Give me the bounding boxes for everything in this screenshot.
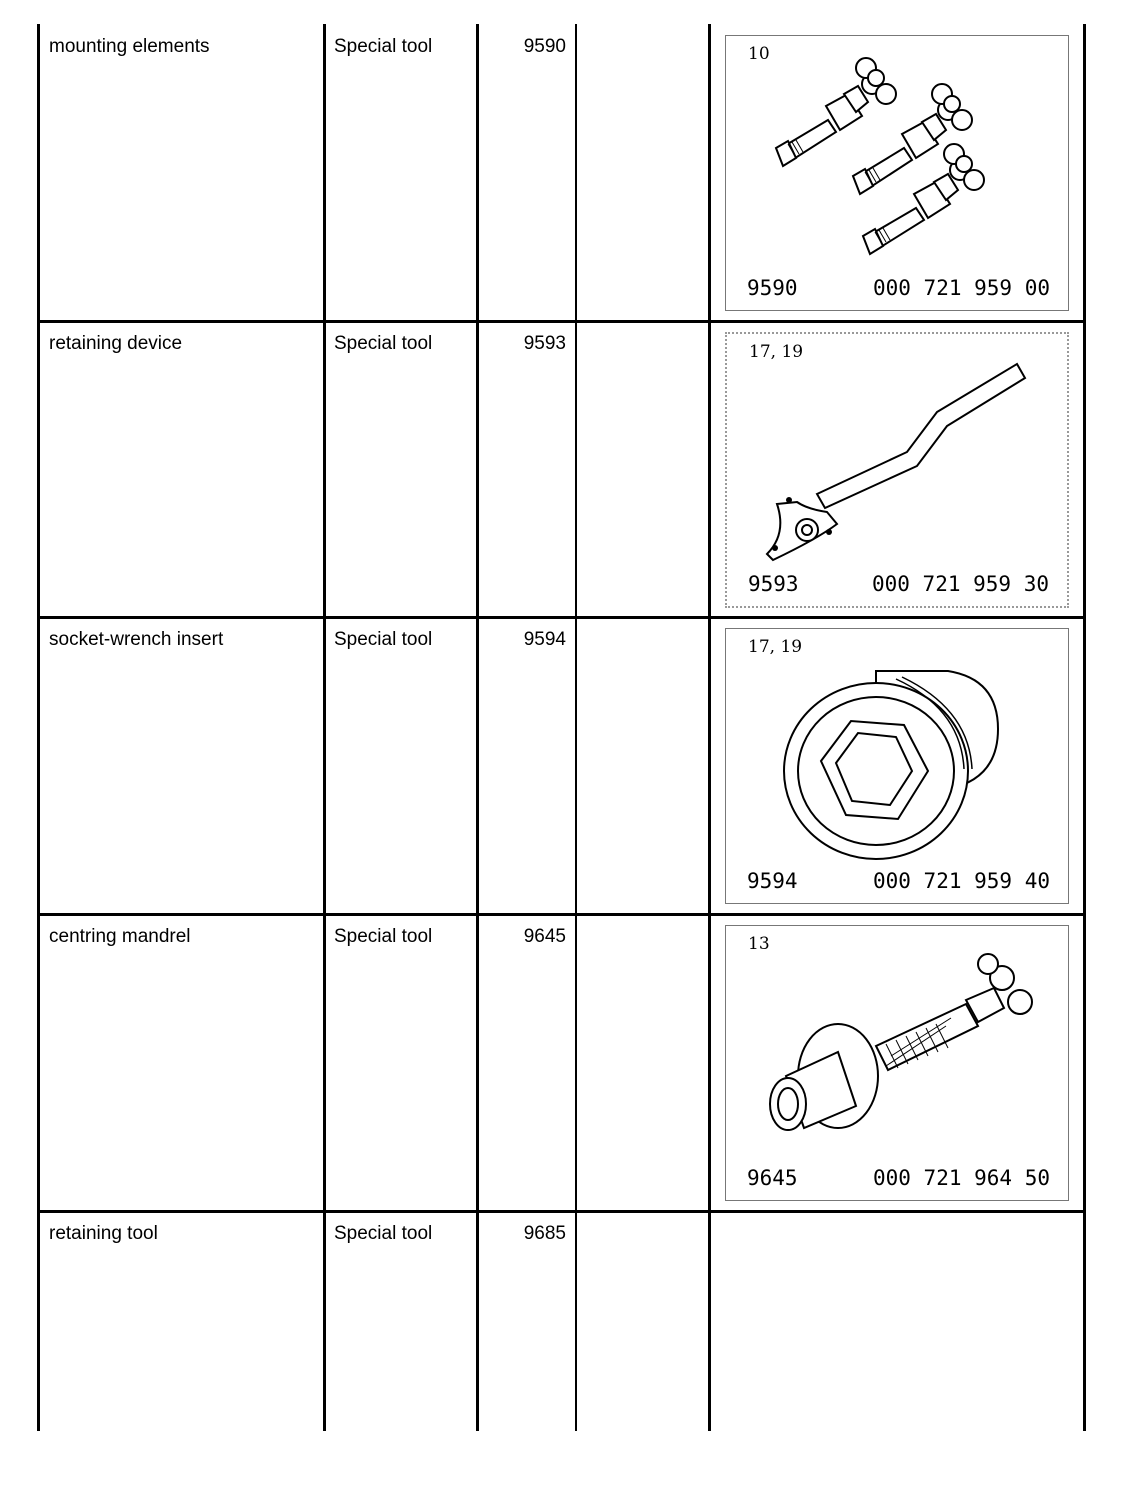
figure-tool-number: 9594 [747,869,798,893]
table-row [0,24,1121,321]
figure-part-number: 000 721 964 50 [872,1166,1050,1190]
mounting-elements-illustration [726,36,1068,310]
figure-part-number: 000 721 959 00 [872,276,1050,300]
tool-number: 9593 [523,333,566,354]
tool-number: 9594 [523,629,566,650]
tool-type: Special tool [334,36,433,57]
tool-number: 9685 [523,1223,566,1244]
figure-page-reference: 17, 19 [749,342,804,362]
tool-type: Special tool [334,926,433,947]
tool-figure [725,35,1069,311]
figure-part-number: 000 721 959 30 [871,572,1049,596]
tool-type: Special tool [334,333,433,354]
tool-number: 9645 [523,926,566,947]
centring-mandrel-illustration [726,926,1068,1200]
tool-name: retaining tool [49,1223,158,1244]
socket-wrench-insert-illustration [726,629,1068,903]
tool-name: mounting elements [49,36,210,57]
table-row [0,1211,1121,1508]
tool-name: centring mandrel [49,926,191,947]
table-row [0,321,1121,618]
figure-page-reference: 10 [748,44,770,64]
figure-tool-number: 9645 [747,1166,798,1190]
table-row [0,914,1121,1211]
figure-tool-number: 9590 [747,276,798,300]
tool-type: Special tool [334,1223,433,1244]
figure-tool-number: 9593 [748,572,799,596]
tool-figure [725,332,1069,608]
tool-figure [725,925,1069,1201]
figure-page-reference: 17, 19 [748,637,803,657]
tool-type: Special tool [334,629,433,650]
figure-page-reference: 13 [748,934,770,954]
tool-number: 9590 [523,36,566,57]
figure-part-number: 000 721 959 40 [872,869,1050,893]
tool-figure [725,628,1069,904]
table-row [0,617,1121,914]
tool-name: retaining device [49,333,183,354]
retaining-device-illustration [727,334,1069,608]
tool-name: socket-wrench insert [49,629,224,650]
